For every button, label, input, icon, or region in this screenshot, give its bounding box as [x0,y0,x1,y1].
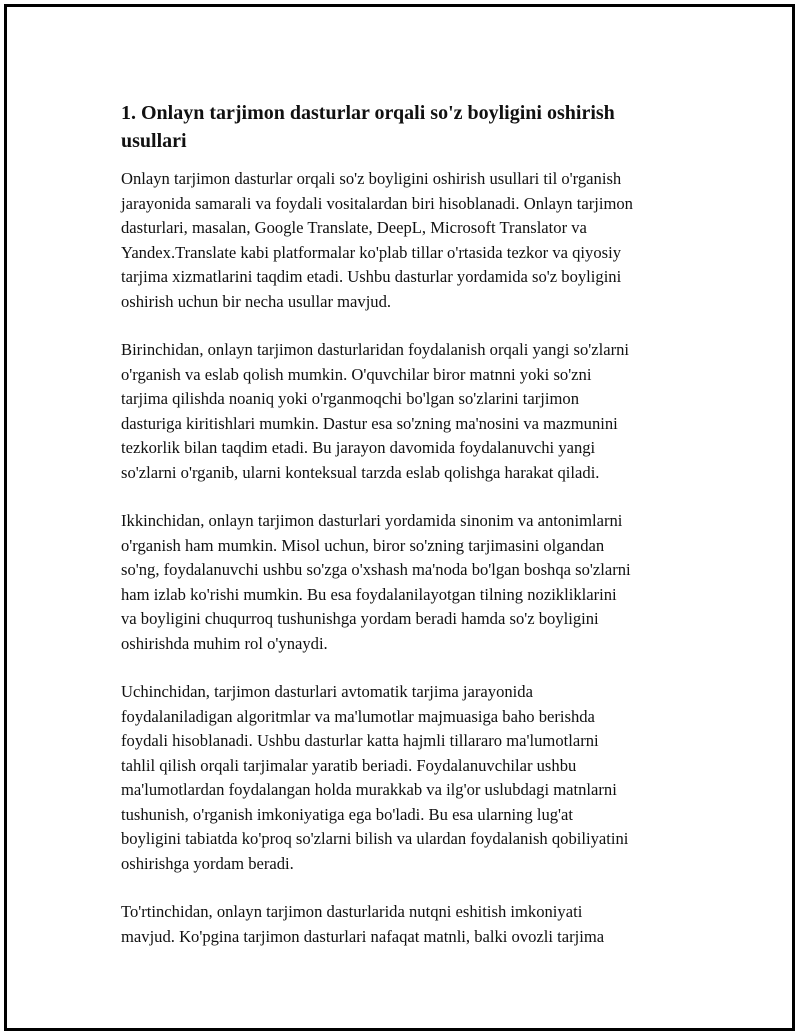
paragraph-fourth [121,900,697,949]
text-line: foydali hisoblanadi. Ushbu dasturlar katta hajmli tillararo ma'lumotlarni [121,731,599,750]
text-line: oshirish uchun bir necha usullar mavjud. [121,291,392,311]
text-line: foydalaniladigan algoritmlar va ma'lumotlar majmuasiga baho berishda [121,706,595,726]
text-line: tushunish, o'rganish imkoniyatiga ega bo'ladi. Bu esa ularning lug'at [121,804,574,824]
text-line: oshirishda muhim rol o'ynaydi. [121,633,328,653]
paragraph-intro [121,167,697,314]
text-line: va boyligini chuqurroq tushunishga yordam beradi hamda so'z boyligini [121,609,599,628]
text-line: ma'lumotlardan foydalangan holda murakkab va ilg'or uslubdagi matnlarni [121,780,617,799]
paragraph-second [121,509,697,656]
text-line: Onlayn tarjimon dasturlar orqali so'z boyligini oshirish usullari til o'rganish [121,169,622,188]
text-line: dasturlari, masalan, Google Translate, DeepL, Microsoft Translator va [121,218,587,237]
text-line: To'rtinchidan, onlayn tarjimon dasturlarida nutqni eshitish imkoniyati [121,902,583,921]
page-frame [4,4,795,1031]
text-line: tezkorlik bilan taqdim etadi. Bu jarayon davomida foydalanuvchi yangi [121,438,596,457]
text-line: jarayonida samarali va foydali vositalardan biri hisoblanadi. Onlayn tarjimon [121,193,633,213]
paragraph-first [121,338,697,485]
text-line: ham izlab ko'rishi mumkin. Bu esa foydalanilayotgan tilning nozikliklarini [121,584,617,604]
title-line: 1. Onlayn tarjimon dasturlar orqali so'z boyligini oshirish [121,102,615,124]
title-line: usullari [121,130,187,152]
section-title [121,99,697,155]
text-line: dasturiga kiritishlari mumkin. Dastur esa so'zning ma'nosini va mazmunini [121,413,618,433]
text-line: tarjima xizmatlarini taqdim etadi. Ushbu dasturlar yordamida so'z boyligini [121,267,622,286]
text-line: o'rganish ham mumkin. Misol uchun, biror so'zning tarjimasini olgandan [121,535,605,555]
text-line: mavjud. Ko'pgina tarjimon dasturlari nafaqat matnli, balki ovozli tarjima [121,926,605,946]
text-line: boyligini tabiatda ko'proq so'zlarni bilish va ulardan foydalanish qobiliyatini [121,829,629,848]
text-line: oshirishga yordam beradi. [121,853,294,873]
text-line: so'zlarni o'rganib, ularni konteksual tarzda eslab qolishga harakat qiladi. [121,462,600,482]
text-line: tarjima qilishda noaniq yoki o'rganmoqchi bo'lgan so'zlarini tarjimon [121,389,579,408]
paragraph-third [121,680,697,876]
text-line: Uchinchidan, tarjimon dasturlari avtomatik tarjima jarayonida [121,682,533,701]
text-line: Birinchidan, onlayn tarjimon dasturlaridan foydalanish orqali yangi so'zlarni [121,340,630,359]
document-body [121,99,697,973]
text-line: o'rganish va eslab qolish mumkin. O'quvchilar biror matnni yoki so'zni [121,364,592,384]
text-line: tahlil qilish orqali tarjimalar yaratib beriadi. Foydalanuvchilar ushbu [121,755,577,775]
text-line: so'ng, foydalanuvchi ushbu so'zga o'xshash ma'noda bo'lgan boshqa so'zlarni [121,560,631,579]
text-line: Yandex.Translate kabi platformalar ko'plab tillar o'rtasida tezkor va qiyosiy [121,242,621,262]
text-line: Ikkinchidan, onlayn tarjimon dasturlari yordamida sinonim va antonimlarni [121,511,623,530]
